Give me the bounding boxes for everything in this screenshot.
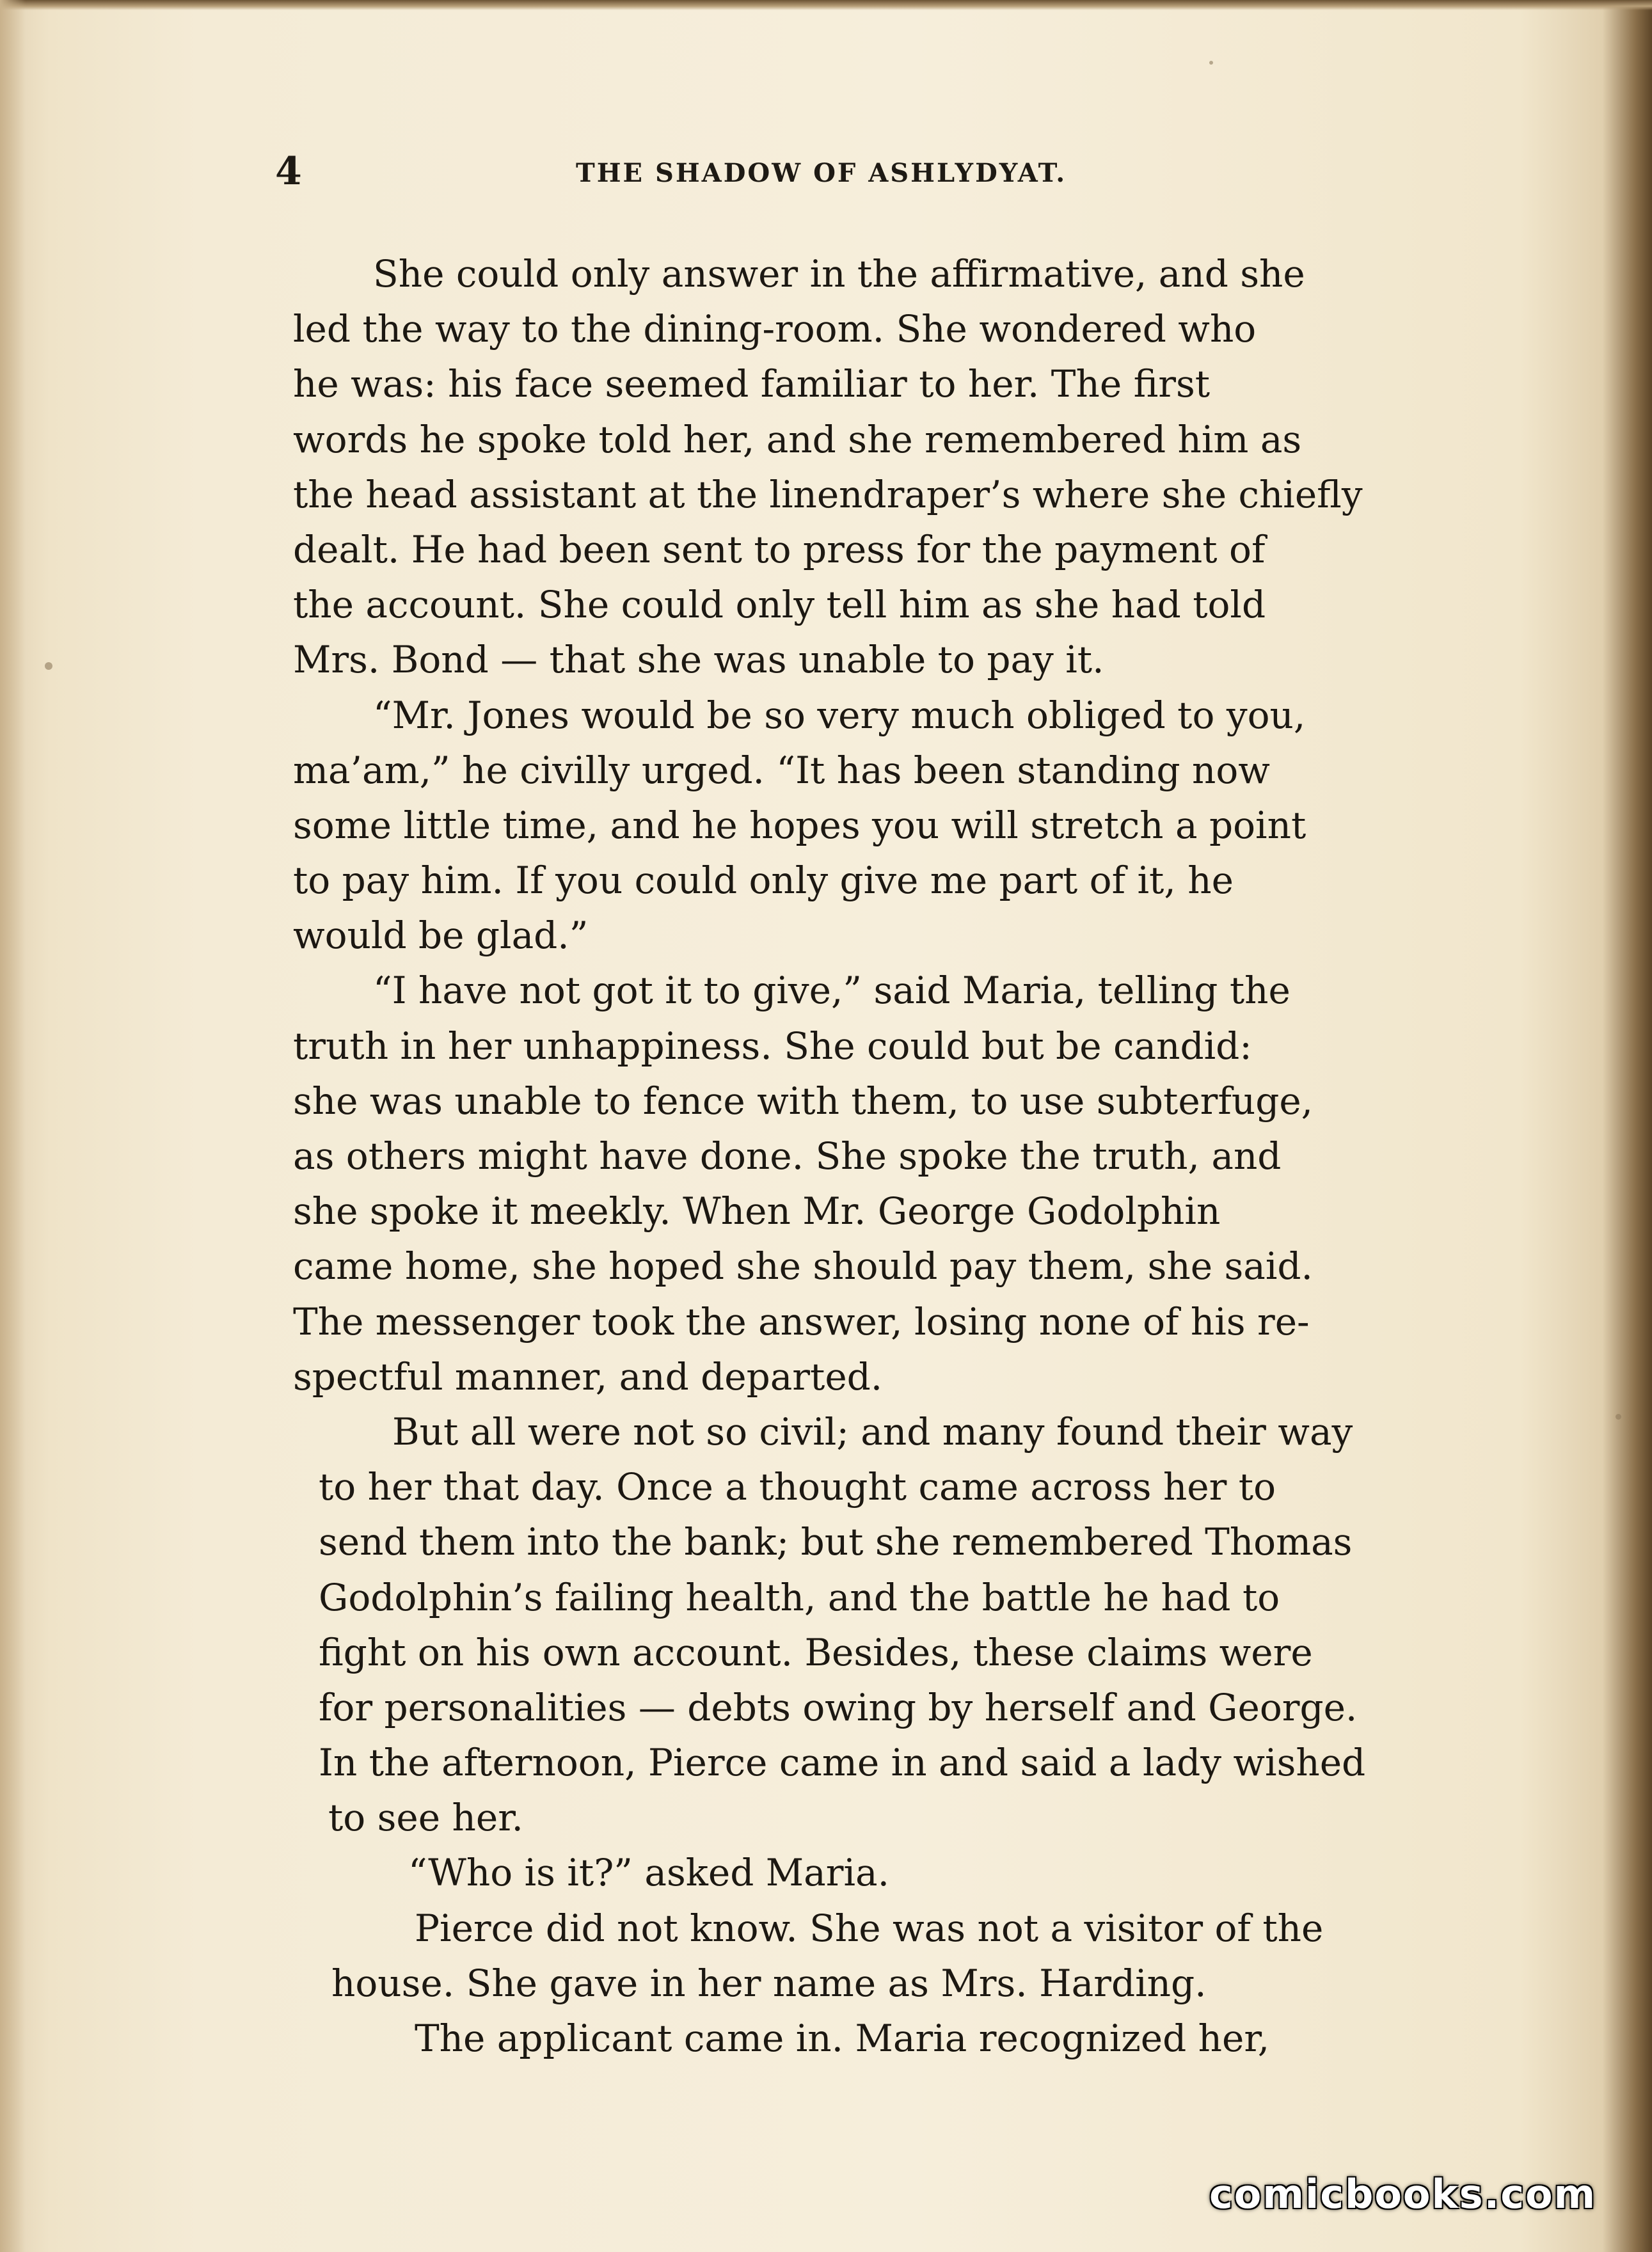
text-line: She could only answer in the affirmative, and she <box>373 252 1305 296</box>
text-line: Godolphin’s failing health, and the battle he had to <box>319 1575 1280 1619</box>
text-line: Pierce did not know. She was not a visitor of the <box>415 1906 1324 1950</box>
body-text <box>293 246 1528 2066</box>
text-line: In the afternoon, Pierce came in and said a lady wished <box>319 1741 1366 1785</box>
text-line: led the way to the dining-room. She wondered who <box>293 307 1257 351</box>
text-line: the account. She could only tell him as she had told <box>293 583 1266 627</box>
text-line: send them into the bank; but she remembered Thomas <box>319 1520 1353 1564</box>
text-line: for personalities — debts owing by herself and George. <box>319 1685 1358 1729</box>
text-line: as others might have done. She spoke the truth, and <box>293 1134 1282 1178</box>
text-line: “Mr. Jones would be so very much obliged to you, <box>373 693 1306 737</box>
paper-speck <box>45 662 52 670</box>
page-top-edge <box>0 0 1652 10</box>
text-line: some little time, and he hopes you will stretch a point <box>293 803 1307 847</box>
text-line: spectful manner, and departed. <box>293 1354 883 1399</box>
text-line: dealt. He had been sent to press for the payment of <box>293 527 1266 571</box>
text-line: she was unable to fence with them, to use subterfuge, <box>293 1079 1314 1123</box>
text-line: he was: his face seemed familiar to her. The first <box>293 362 1211 406</box>
paper-speck <box>1616 1414 1621 1420</box>
text-line: fight on his own account. Besides, these claims were <box>319 1630 1313 1674</box>
text-line: would be glad.” <box>293 914 589 958</box>
paper-speck <box>1209 61 1213 65</box>
text-line: to see her. <box>328 1796 523 1840</box>
page-number: 4 <box>275 149 302 194</box>
text-line: she spoke it meekly. When Mr. George Godolphin <box>293 1189 1221 1233</box>
text-line: But all were not so civil; and many found their way <box>392 1409 1353 1454</box>
text-line: house. She gave in her name as Mrs. Harding. <box>331 1961 1207 2005</box>
text-line: The applicant came in. Maria recognized her, <box>415 2017 1270 2060</box>
text-line: to her that day. Once a thought came across her to <box>319 1465 1276 1509</box>
page-header <box>275 146 1248 197</box>
text-line: the head assistant at the linendraper’s where she chiefly <box>293 472 1363 516</box>
page-binding-shadow <box>0 0 26 2252</box>
text-line: words he spoke told her, and she remembered him as <box>293 417 1302 461</box>
text-line: to pay him. If you could only give me part of it, he <box>293 859 1234 903</box>
text-line: truth in her unhappiness. She could but be candid: <box>293 1024 1252 1068</box>
text-line: “I have not got it to give,” said Maria, telling the <box>373 969 1291 1013</box>
watermark: comicbooks.com <box>1209 2171 1597 2217</box>
text-line: came home, she hoped she should pay them, she said. <box>293 1244 1313 1289</box>
text-line: The messenger took the answer, losing none of his re- <box>293 1299 1310 1344</box>
text-line: “Who is it?” asked Maria. <box>408 1851 890 1895</box>
running-title: THE SHADOW OF ASHLYDYAT. <box>576 158 1067 188</box>
text-line: Mrs. Bond — that she was unable to pay it. <box>293 638 1104 682</box>
text-line: ma’am,” he civilly urged. “It has been standing now <box>293 748 1270 792</box>
